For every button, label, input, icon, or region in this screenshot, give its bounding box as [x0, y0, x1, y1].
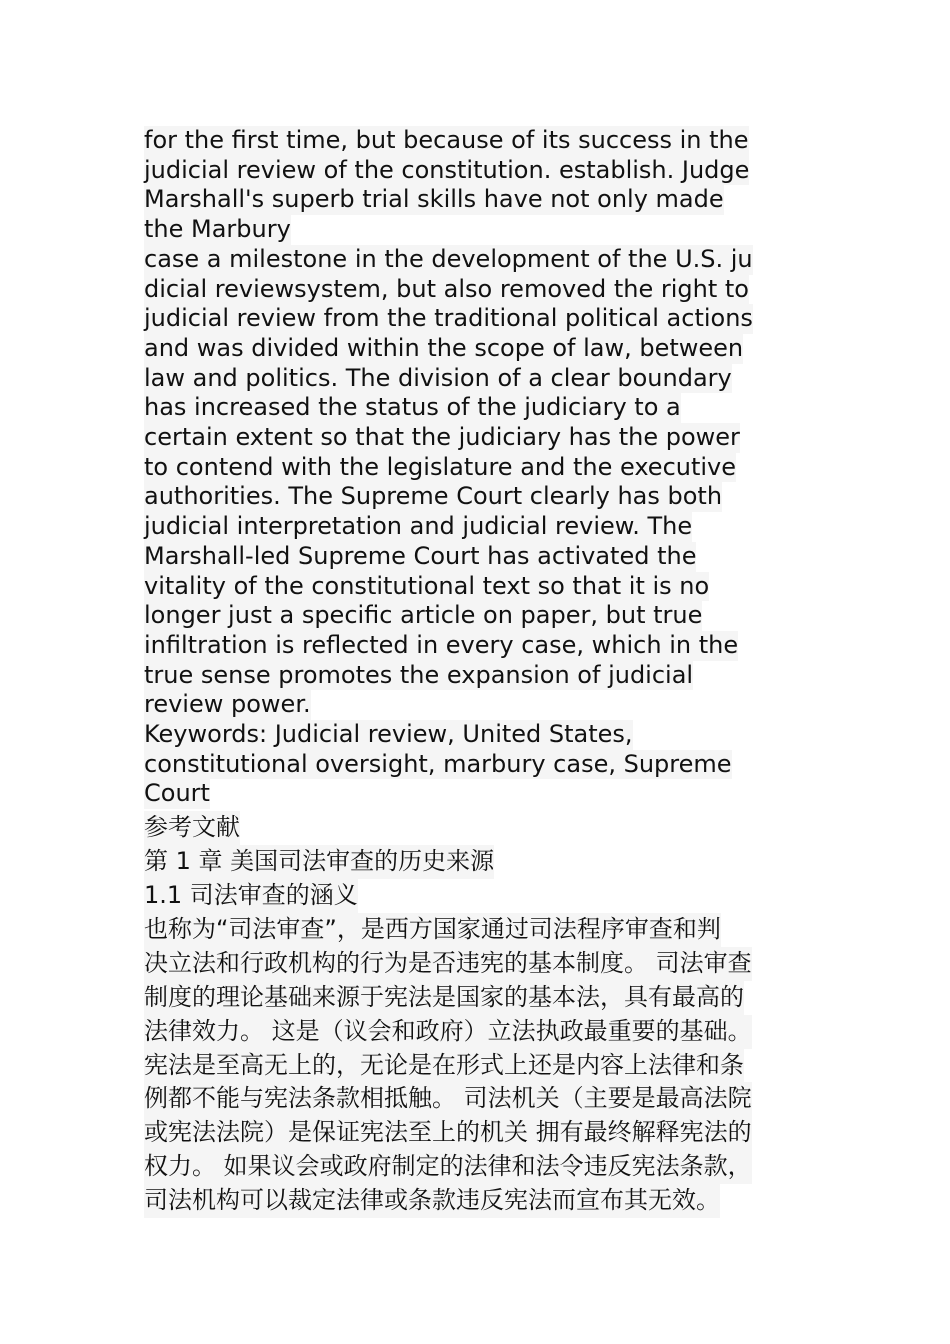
body-line: 司法机构可以裁定法律或条款违反宪法而宣布其无效。: [144, 1184, 720, 1218]
section-heading: 1.1 司法审查的涵义: [144, 879, 358, 913]
abstract-line: to contend with the legislature and the executive: [144, 452, 737, 481]
abstract-line: the Marbury: [144, 215, 291, 244]
body-line: 权力。 如果议会或政府制定的法律和法令违反宪法条款，: [144, 1150, 752, 1184]
abstract-line: authorities. The Supreme Court clearly has both: [144, 482, 723, 511]
body-line: 法律效力。 这是（议会和政府）立法执政最重要的基础。: [144, 1015, 752, 1049]
abstract-line: judicial interpretation and judicial review. The: [144, 512, 693, 541]
abstract-line: vitality of the constitutional text so that it is no: [144, 571, 710, 600]
abstract-line: true sense promotes the expansion of judicial: [144, 660, 694, 689]
keywords: [144, 720, 804, 809]
body-line: 制度的理论基础来源于宪法是国家的基本法，具有最高的: [144, 981, 744, 1015]
abstract-line: law and politics. The division of a clear boundary: [144, 363, 732, 392]
body-line: 例都不能与宪法条款相抵触。 司法机关（主要是最高法院: [144, 1082, 752, 1116]
abstract-line: has increased the status of the judiciary to a: [144, 393, 681, 422]
keywords-line: Keywords: Judicial review, United States,: [144, 720, 633, 749]
document-body: [144, 126, 804, 1218]
abstract-line: review power.: [144, 690, 311, 719]
abstract-line: Marshall's superb trial skills have not only made: [144, 185, 724, 214]
chinese-body-paragraph: [144, 913, 804, 1218]
abstract-line: certain extent so that the judiciary has the power: [144, 423, 740, 452]
body-line: 决立法和行政机构的行为是否违宪的基本制度。 司法审查: [144, 947, 752, 981]
abstract-line: infiltration is reflected in every case, which in the: [144, 630, 739, 659]
english-abstract-paragraph: [144, 126, 804, 720]
references-heading: 参考文献: [144, 811, 240, 845]
keywords-line: Court: [144, 779, 210, 808]
chapter-heading: 第 1 章 美国司法审查的历史来源: [144, 845, 494, 879]
abstract-line: and was divided within the scope of law, between: [144, 333, 744, 362]
keywords-line: constitutional oversight, marbury case, Supreme: [144, 749, 732, 778]
abstract-line: judicial review of the constitution. establish. Judge: [144, 155, 750, 184]
abstract-line: for the first time, but because of its success in the: [144, 126, 749, 154]
abstract-line: Marshall-led Supreme Court has activated the: [144, 541, 697, 570]
body-line: 也称为“司法审查”，是西方国家通过司法程序审查和判: [144, 913, 721, 947]
abstract-line: case a milestone in the development of the U.S. ju: [144, 244, 753, 273]
body-line: 宪法是至高无上的，无论是在形式上还是内容上法律和条: [144, 1049, 744, 1083]
abstract-line: longer just a specific article on paper, but true: [144, 601, 703, 630]
body-line: 或宪法法院）是保证宪法至上的机关 拥有最终解释宪法的: [144, 1116, 752, 1150]
abstract-line: judicial review from the traditional political actions: [144, 304, 753, 333]
abstract-line: dicial reviewsystem, but also removed the right to: [144, 274, 749, 303]
